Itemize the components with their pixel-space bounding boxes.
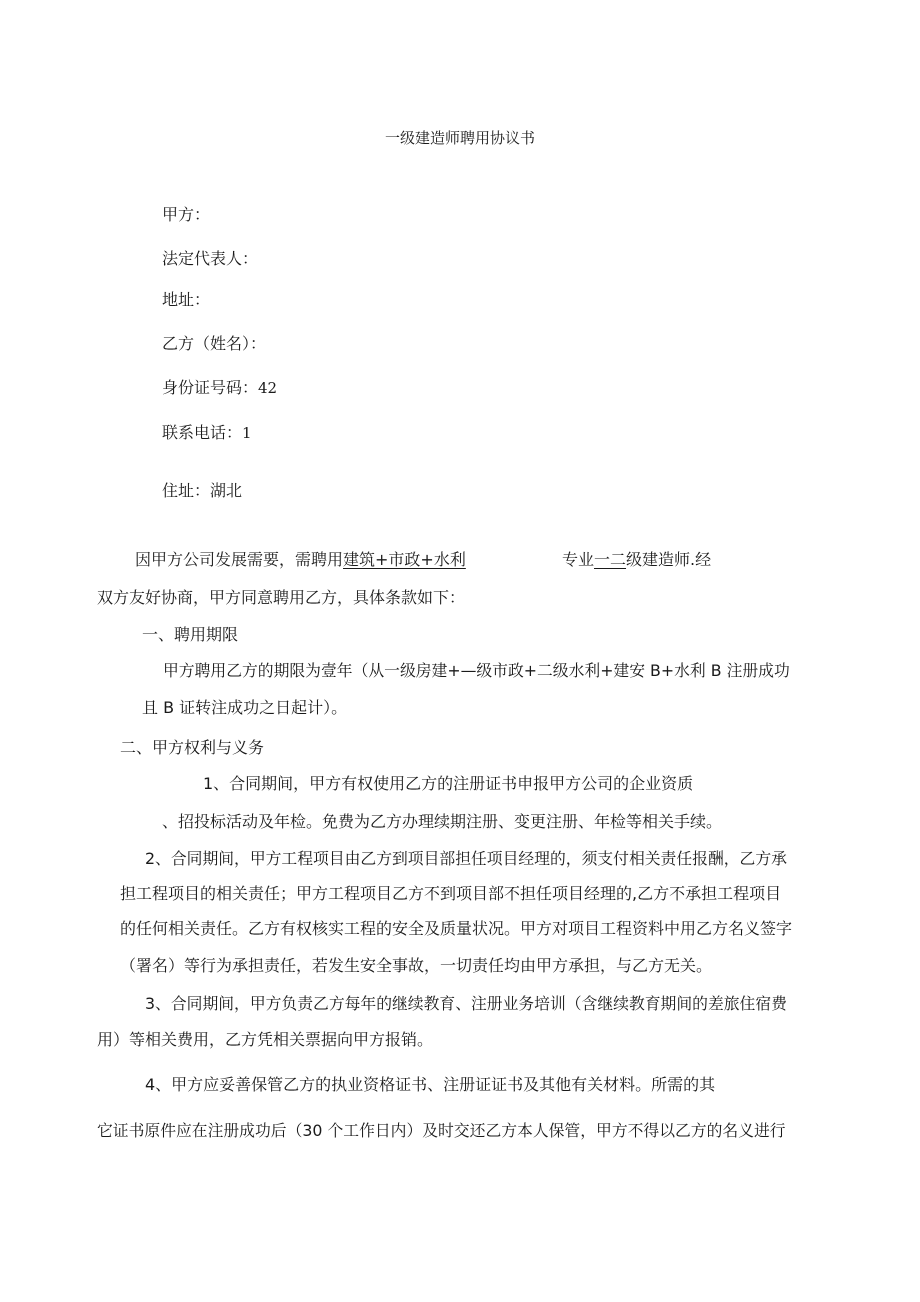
section1-heading: 一、聘用期限: [142, 625, 239, 644]
section2-heading: 二、甲方权利与义务: [120, 738, 265, 757]
section2-item4-line-1: 4、甲方应妥善保管乙方的执业资格证书、注册证证书及其他有关材料。所需的其: [145, 1075, 716, 1094]
intro-line-2: 双方友好协商，甲方同意聘用乙方，具体条款如下：: [97, 588, 466, 607]
phone-label: 联系电话：: [162, 423, 243, 442]
section2-item2-line-3: 的任何相关责任。乙方有权核实工程的安全及质量状况。甲方对项目工程资料中用乙方名义签字: [120, 919, 793, 938]
intro-prefix: 因甲方公司发展需要，需聘用: [135, 550, 344, 569]
section2-item2-line-2: 担工程项目的相关责任；甲方工程项目乙方不到项目部不担任项目经理的,乙方不承担工程项目: [120, 884, 782, 903]
id-number-line: [162, 378, 277, 398]
section2-item3-line-1: 3、合同期间，甲方负责乙方每年的继续教育、注册业务培训（含继续教育期间的差旅住宿费: [145, 994, 787, 1013]
phone-value: 1: [242, 424, 252, 442]
residence-line: 住址：湖北: [162, 481, 243, 500]
intro-specialty: 建筑+市政+水利: [343, 550, 466, 569]
party-b-label: 乙方（姓名）：: [162, 334, 267, 353]
id-number-label: 身份证号码：: [162, 378, 259, 397]
intro-specialty-suffix: 专业: [562, 550, 595, 569]
section2-item3-line-2: 用）等相关费用，乙方凭相关票据向甲方报销。: [97, 1030, 434, 1049]
section2-item4-line-2: 它证书原件应在注册成功后（30 个工作日内）及时交还乙方本人保管，甲方不得以乙方的名义进行: [97, 1121, 786, 1140]
party-a-label: 甲方：: [162, 205, 211, 224]
document-title: 一级建造师聘用协议书: [384, 129, 535, 147]
section2-item2-line-4: （署名）等行为承担责任，若发生安全事故，一切责任均由甲方承担，与乙方无关。: [120, 956, 713, 975]
section1-paragraph-line-2: 且 B 证转注成功之日起计）。: [142, 698, 348, 717]
intro-grade-suffix: 级建造师.经: [626, 550, 712, 569]
phone-line: [162, 423, 252, 443]
section1-paragraph-line-1: 甲方聘用乙方的期限为壹年（从一级房建+—级市政+二级水利+建安 B+水利 B 注册成功: [163, 661, 790, 680]
legal-rep-label: 法定代表人：: [162, 249, 259, 268]
section2-item1-line-1: 1、合同期间，甲方有权使用乙方的注册证书申报甲方公司的企业资质: [203, 774, 694, 793]
section2-item1-line-2: 、招投标活动及年检。免费为乙方办理续期注册、变更注册、年检等相关手续。: [162, 812, 723, 831]
address-label: 地址：: [162, 290, 211, 309]
id-number-value: 42: [258, 379, 278, 397]
intro-line-1-right: [562, 550, 711, 570]
section2-item2-line-1: 2、合同期间，甲方工程项目由乙方到项目部担任项目经理的，须支付相关责任报酬，乙方承: [145, 849, 787, 868]
intro-grade: 一二: [594, 550, 627, 569]
intro-line-1: [135, 550, 466, 570]
